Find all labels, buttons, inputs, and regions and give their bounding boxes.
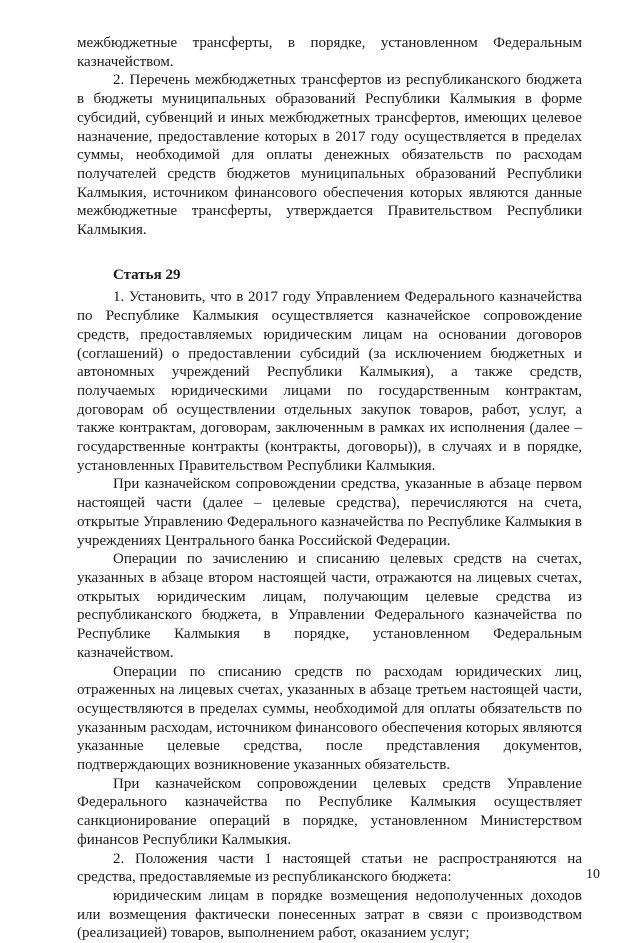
paragraph: 2. Перечень межбюджетных трансфертов из республиканского бюджета в бюджеты муниципальных образований Республики Калмыкия в форме субсидий, субвенций и иных межбюджетных трансфертов, имеющих целевое назначение, предоставление которых в 2017 году осуществляется в пределах суммы, необходимой для оплаты денежных обязательств по расходам получателей средств бюджетов муниципальных образований Республики Калмыкия, источником финансового обеспечения которых являются данные межбюджетные трансферты, утверждается Правительством Республики Калмыкия. xyxy=(77,72,582,239)
paragraph: Операции по списанию средств по расходам юридических лиц, отраженных на лицевых счетах, указанных в абзаце третьем настоящей части, осуществляются в пределах суммы, необходимой для оплаты обязательств по указанным расходам, источником финансового обеспечения которых являются указанные целевые средства, после представления документов, подтверждающих возникновение указанных обязательств. xyxy=(77,663,582,774)
paragraph: Операции по зачислению и списанию целевых средств на счетах, указанных в абзаце втором настоящей части, отражаются на лицевых счетах, открытых юридическим лицам, получающим целевые средства из республиканского бюджета, в Управлении Федерального казначейства по Республике Калмыкия в порядке, установленном Федеральным казначейством. xyxy=(77,551,582,661)
paragraph: При казначейском сопровождении целевых средств Управление Федерального казначейства по Республике Калмыкия осуществляет санкционирование операций в порядке, установленном Министерством финансов Республики Калмыкия. xyxy=(77,775,582,848)
paragraph: межбюджетные трансферты, в порядке, установленном Федеральным казначейством. xyxy=(77,35,582,70)
page-number: 10 xyxy=(586,867,600,882)
paragraph: 1. Установить, что в 2017 году Управлением Федерального казначейства по Республике Калмыкия осуществляется казначейское сопровождение средств, предоставляемых юридическим лицам на основании договоров (соглашений) о предоставлении субсидий (за исключением бюджетных и автономных учреждений Республики Калмыкия), а также средств, получаемых юридическими лицами по государственным контрактам, договорам об осуществлении отдельных закупок товаров, работ, услуг, а также контрактам, договорам, заключенным в рамках их исполнения (далее – государственные контракты (контракты, договоры)), в случаях и в порядке, установленных Правительством Республики Калмыкия. xyxy=(77,289,582,474)
paragraph: 2. Положения части 1 настоящей статьи не распространяются на средства, предоставляемые из республиканского бюджета: xyxy=(77,850,582,886)
paragraph: юридическим лицам в порядке возмещения недополученных доходов или возмещения фактически понесенных затрат в связи с производством (реализацией) товаров, выполнением работ, оказанием услуг; xyxy=(77,887,582,942)
article-heading: Статья 29 xyxy=(113,266,181,283)
paragraph: При казначейском сопровождении средства, указанные в абзаце первом настоящей части (далее – целевые средства), перечисляются на счета, открытые Управлению Федерального казначейства по Республике Калмыкия в учреждениях Центрального банка Российской Федерации. xyxy=(77,476,582,549)
